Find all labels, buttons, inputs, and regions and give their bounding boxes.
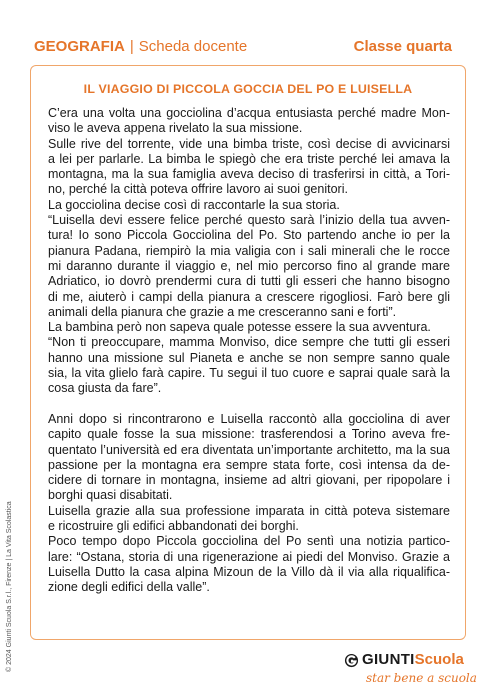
story-line: passione per la montagna era sempre stata forte, così intensa da de- <box>48 457 450 472</box>
story-line: montagna, ma la sua famiglia aveva deciso di trasferirsi in città, a Tori- <box>48 167 450 182</box>
story-line: zione degli edifici della valle”. <box>48 580 210 595</box>
story-line: quentato l’università ed era diventata un’importante architetto, ma la sua <box>48 442 450 457</box>
story-line: “Non ti preoccupare, mamma Monviso, dice sempre che tutti gli esseri <box>48 335 450 350</box>
header-subject <box>34 38 247 55</box>
story-line: cosa giusta da fare”. <box>48 381 162 396</box>
story-line: a lei per parlarle. La bimba le spiegò che era triste perché lei amava la <box>48 151 450 166</box>
story-line: sia, la vita glielo farà capire. Tu segui il tuo cuore e saprai quale sarà la <box>48 366 450 381</box>
story-line: lare: “Ostana, storia di una rigenerazione ai piedi del Monviso. Grazie a <box>48 549 450 564</box>
giunti-scuola-logo <box>344 651 477 691</box>
story-line: Anni dopo si rincontrarono e Luisella raccontò alla gocciolina di aver <box>48 411 450 426</box>
story-line: Adriatico, io dovrò prendermi cura di tutti gli esseri che hanno bisogno <box>48 274 450 289</box>
story-text <box>48 106 450 596</box>
class-label: Classe quarta <box>353 38 452 55</box>
story-line: pianura Padana, riempirò la mia valigia con i sali minerali che le rocce <box>48 243 450 258</box>
logo-brand-suffix: Scuola <box>414 651 464 668</box>
header-separator: | <box>129 38 134 55</box>
story-line: capito quale fosse la sua missione: trasferendosi a Torino aveva fre- <box>48 427 450 442</box>
story-line: Luisella grazie alla sua professione imparata in città poteva sistemare <box>48 503 450 518</box>
story-card <box>30 65 466 640</box>
logo-brand: GIUNTI <box>362 651 415 668</box>
page-header <box>0 38 500 60</box>
story-line: di me, aiuterò i campi della pianura a crescere rigogliosi. Farò bere gli <box>48 289 450 304</box>
story-line: Luisella Dutto la casa alpina Mizoun de la Villo dà il via alla riqualifica- <box>48 564 450 579</box>
subject-label: GEOGRAFIA <box>34 38 125 55</box>
story-line: tura! Io sono Piccola Gocciolina del Po. Sto partendo anche io per la <box>48 228 450 243</box>
story-line: La gocciolina decise così di raccontarle la sua storia. <box>48 197 340 212</box>
story-line: “Luisella devi essere felice perché questo sarà l’inizio della tua avven- <box>48 213 450 228</box>
paragraph-gap <box>48 397 450 412</box>
story-line: La bambina però non sapeva quale potesse essere la sua avventura. <box>48 320 431 335</box>
story-line: animali della pianura che grazie a me cresceranno sani e forti”. <box>48 304 397 319</box>
story-line: hanno una missione sul Pianeta e anche se non sempre sanno quale <box>48 350 450 365</box>
story-line: e ricostruire gli edifici abbandonati dei borghi. <box>48 519 299 534</box>
story-title: IL VIAGGIO DI PICCOLA GOCCIA DEL PO E LUISELLA <box>83 82 413 96</box>
story-line: cidere di tornare in montagna, insieme ad altri giovani, per ripopolare i <box>48 473 450 488</box>
doc-type-label: Scheda docente <box>138 38 248 55</box>
story-line: Poco tempo dopo Piccola gocciolina del Po sentì una notizia partico- <box>48 534 450 549</box>
story-line: borghi quasi disabitati. <box>48 488 173 503</box>
story-line: Sulle rive del torrente, vide una bimba triste, così decise di avvicinarsi <box>48 136 450 151</box>
story-line: no, perché la città poteva offrire lavoro ai suoi genitori. <box>48 182 348 197</box>
story-line: mi daranno durante il viaggio e, nel mio percorso fino al grande mare <box>48 258 450 273</box>
giunti-logo-icon <box>344 653 359 668</box>
story-line: C’era una volta una gocciolina d’acqua entusiasta perché madre Mon- <box>48 106 450 120</box>
logo-tagline: star bene a scuola <box>366 671 477 685</box>
logo-wordmark <box>362 651 464 668</box>
story-line: viso le aveva appena rivelato la sua missione. <box>48 121 303 136</box>
copyright-credit: © 2024 Giunti Scuola S.r.l., Firenze | La Vita Scolastica <box>6 501 13 672</box>
